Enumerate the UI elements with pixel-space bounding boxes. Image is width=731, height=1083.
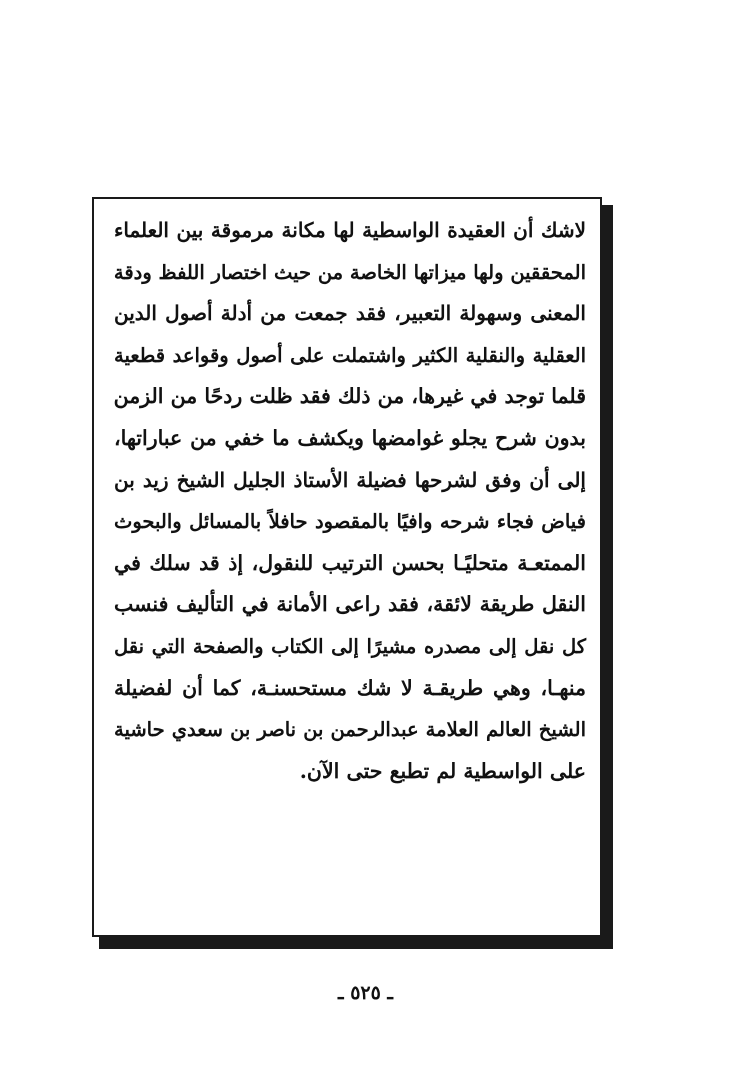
text-line-3: المعنى وسهولة التعبير، فقد جمعت من أدلة أصول الدين: [114, 301, 586, 326]
text-line-8: فياض فجاء شرحه وافيًا بالمقصود حافلاً بالمسائل والبحوث: [114, 510, 586, 534]
text-line-4: العقلية والنقلية الكثير واشتملت على أصول وقواعد قطعية: [114, 343, 586, 367]
text-line-11: كل نقل إلى مصدره مشيرًا إلى الكتاب والصفحة التي نقل: [114, 634, 586, 658]
text-line-5: قلما توجد في غيرها، من ذلك فقد ظلت ردحًا من الزمن: [113, 384, 586, 409]
text-line-7: إلى أن وفق لشرحها فضيلة الأستاذ الجليل الشيخ زيد بن: [114, 467, 586, 492]
text-line-9: الممتعـة متحليًـا بحسن الترتيب للنقول، إذ قد سلك في: [114, 550, 586, 575]
body-text: [114, 210, 586, 792]
page-number: ـ ٥٢٥ ـ: [338, 982, 393, 1004]
text-line-14: على الواسطية لم تطبع حتى الآن.: [299, 758, 586, 783]
text-line-2: المحققين ولها ميزاتها الخاصة من حيث اختصار اللفظ ودقة: [113, 260, 586, 284]
text-line-1: لاشك أن العقيدة الواسطية لها مكانة مرموقة بين العلماء: [114, 218, 586, 242]
text-line-12: منهـا، وهي طريقـة لا شك مستحسنـة، كما أن لفضيلة: [114, 675, 586, 700]
text-line-10: النقل طريقة لائقة، فقد راعى الأمانة في التأليف فنسب: [114, 592, 586, 617]
text-line-6: بدون شرح يجلو غوامضها ويكشف ما خفي من عباراتها،: [114, 425, 586, 450]
text-line-13: الشيخ العالم العلامة عبدالرحمن بن ناصر بن سعدي حاشية: [114, 718, 586, 742]
